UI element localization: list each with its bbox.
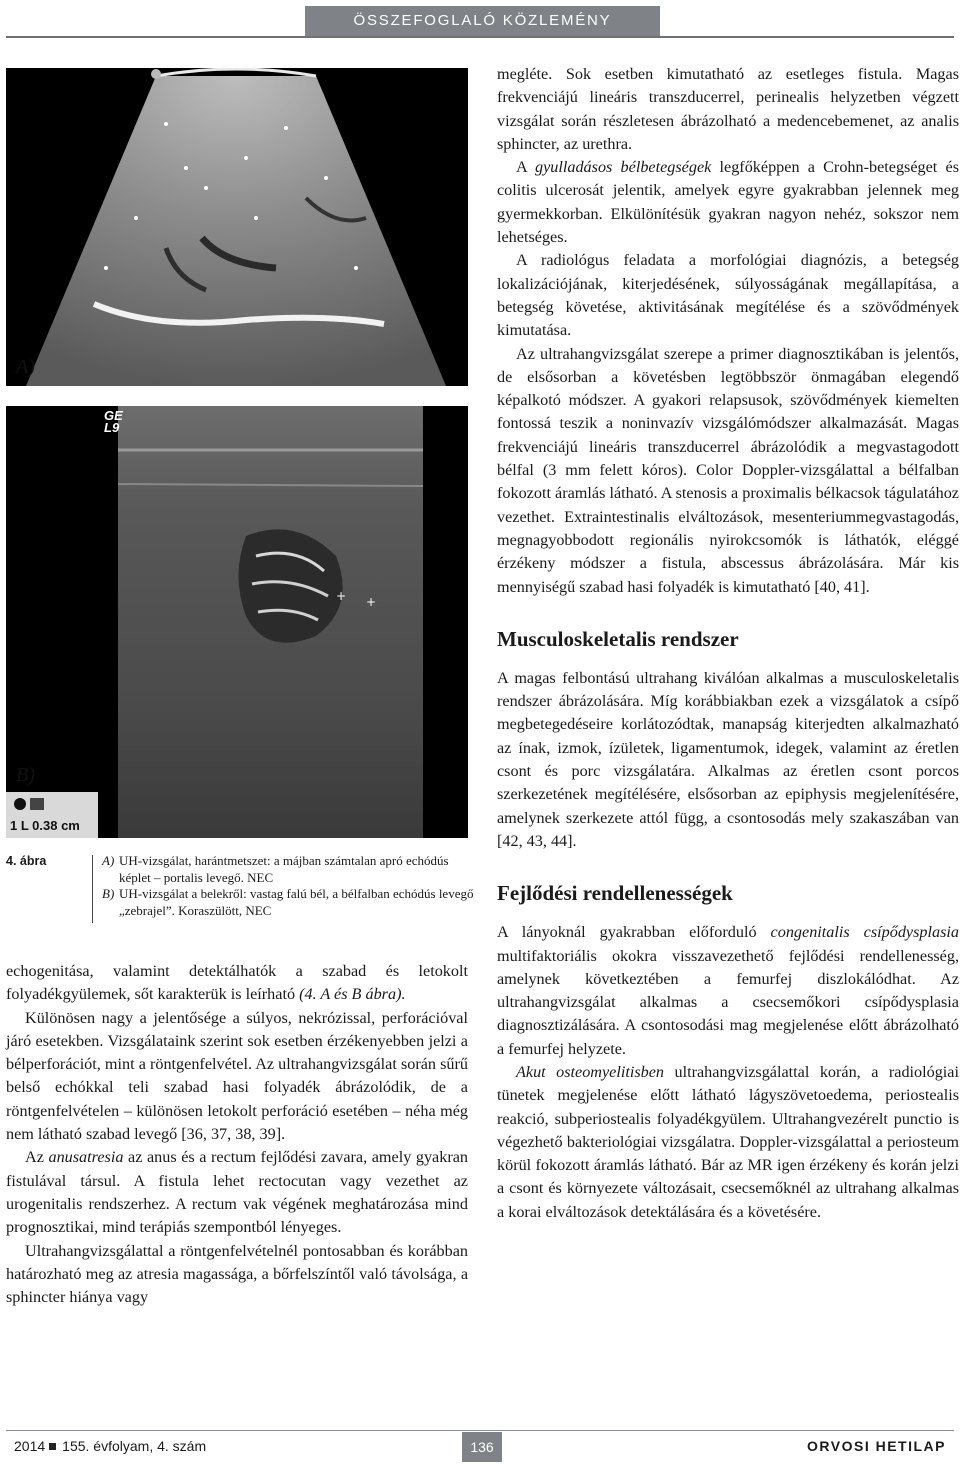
header-rule bbox=[6, 36, 954, 38]
section-heading-developmental: Fejlődési rendellenességek bbox=[497, 881, 733, 906]
ultrasound-a-graphic bbox=[6, 68, 468, 386]
caption-a-key: A) bbox=[102, 853, 115, 868]
caption-b-key: B) bbox=[102, 886, 115, 901]
left-paragraph-3: Az anusatresia az anus és a rectum fejlődési zavara, amely gyakran fistulával társul. A fistula lehet rectocutan vagy vezethet az urogenitalis rendszerhez. A rectum vak végének meghatározása mind prognosztikai, mind terápiás szempontból lényeges. bbox=[6, 1148, 469, 1237]
caption-b-text: UH-vizsgálat a belekről: vastag falú bél, a bélfalban echódús levegő „zebrajel”. Koraszülött, NEC bbox=[119, 886, 474, 918]
ultrasound-b-graphic bbox=[6, 406, 468, 838]
right-paragraph-4: Az ultrahangvizsgálat szerepe a primer diagnosztikában is jelentős, de elsősorban a követésben legtöbbször önmagában elegendő képalkotó módszer. A gyakori relapsusok, szövődmények kiemelten fontossá teszik a noninvazív vizsgálómódszer alkalmazását. Magas frekvenciájú lineáris transzducerrel ábrázolódik a megvastagodott bélfal (3 mm felett kóros). Color Doppler-vizsgálattal a bélfalban fokozott áramlás látható. A stenosis a proximalis bélkacsok tágulatához vezethet. Extraintestinalis elváltozások, mesenteriummegvastagodás, megnagyobbodott regionális nyirokcsomók is láthatók, eléggé érzékeny módszer a fistula, abscessus ábrázolására. Már kis mennyiségű szabad hasi folyadék is kimutatható [40, 41]. bbox=[497, 344, 959, 596]
footer-rule bbox=[6, 1430, 954, 1431]
panel-b-label: B) bbox=[16, 764, 35, 786]
left-paragraph-1: echogenitása, valamint detektálhatók a szabad és letokolt folyadékgyülemek, sőt karakterük is leírható (4. A és B ábra). bbox=[6, 962, 468, 1004]
page-number: 136 bbox=[462, 1432, 502, 1462]
panel-a-label: A) bbox=[16, 356, 35, 378]
scanner-logo: GE L9 bbox=[104, 408, 123, 435]
right-paragraph-7: Akut osteomyelitisben ultrahangvizsgálattal korán, a radiológiai tünetek megjelenése előtt látható lágyszövetoedema, periostealis reakció, subperiostealis folyadékgyülem. Ultrahangvezérelt punctio is végezhető bakteriológiai vizsgálatra. Doppler-vizsgálattal a periosteum körül fokozott áramlás látható. Bár az MR igen érzékeny és korán jelzi a csont és környezete változásait, csecsemőknél az ultrahang alkalmas a korai elváltozások detektálására és a követésére. bbox=[497, 1062, 959, 1221]
svg-text:+: + bbox=[336, 589, 347, 603]
caption-number: 4. ábra bbox=[6, 854, 47, 868]
ultrasound-image-b bbox=[6, 406, 468, 838]
caption-rule bbox=[92, 855, 93, 923]
section-title: ÖSSZEFOGLALÓ KÖZLEMÉNY bbox=[353, 12, 612, 29]
right-paragraph-1: megléte. Sok esetben kimutatható az esetleges fistula. Magas frekvenciájú lineáris transzducerrel, perinealis helyzetben végzett vizsgálat során részletesen ábrázolható a medencebemenet, az analis sphincter, az urethra. bbox=[497, 65, 959, 153]
left-paragraph-2: Különösen nagy a jelentősége a súlyos, nekrózissal, perforációval járó esetekben. Vizsgálataink szerint sok esetben érzékenyebben jelzi a bélperforációt, mint a röntgenfelvétel. Az ultrahangvizsgálat során sűrű belső echókkal teli szabad hasi folyadék ábrázolódik, de a röntgenfelvételen – különösen letokolt perforáció esetében – néha még nem látható szabad levegő [36, 37, 38, 39]. bbox=[6, 1008, 468, 1144]
left-column bbox=[6, 960, 468, 1309]
right-paragraph-2: A gyulladásos bélbetegségek legfőképpen a Crohn-betegséget és colitis ulcerosát jelentik, amelyek egyre gyakrabban jelennek meg gyermekkorban. Elkülönítésük gyakran nagyon nehéz, sokszor nem lehetséges. bbox=[497, 158, 959, 247]
right-paragraph-6: A lányoknál gyakrabban előforduló congenitalis csípődysplasia multifaktoriális okokra visszavezethető fejlődési rendellenesség, amelynek következtében a femurfej diszlokálódhat. Az ultrahangvizsgálat alkalmas a csecsemőkori csípődysplasia diagnosztizálására. A csontosodási mag megjelenése előtt ábrázolható a femurfej helyzete. bbox=[497, 923, 959, 1058]
svg-text:+: + bbox=[366, 595, 377, 609]
right-paragraph-5: A magas felbontású ultrahang kiválóan alkalmas a musculoskeletalis rendszer ábrázolására. Míg korábbiakban ezek a vizsgálatok a csípő megbetegedéseire korlátozódtak, manapság kiterjedten alkalmazható az ínak, izmok, ízületek, ligamentumok, idegek, valamint az éretlen csont és porc vizsgálatára. Alkalmas az éretlen csont porcos szerkezetének megítélésére, elsősorban az epiphysis megjelenítésére, amelynek szerkezete attól függ, a csontosodás mely szakaszában van [42, 43, 44]. bbox=[497, 668, 959, 850]
footer-issue: 2014 155. évfolyam, 4. szám bbox=[14, 1438, 207, 1454]
caption-item-b bbox=[102, 886, 474, 919]
right-column bbox=[497, 63, 959, 1224]
journal-name: ORVOSI HETILAP bbox=[807, 1438, 946, 1454]
section-heading-musculoskeletal: Musculoskeletalis rendszer bbox=[497, 626, 739, 651]
square-bullet-icon bbox=[49, 1443, 56, 1450]
right-paragraph-3: A radiológus feladata a morfológiai diagnózis, a betegség lokalizációjának, kiterjedésének, súlyosságának megállapítása, a betegség követése, aktivitásának megítélése és a szövődmények kimutatása. bbox=[497, 251, 959, 340]
caption-item-a bbox=[102, 853, 474, 886]
caption-a-text: UH-vizsgálat, harántmetszet: a májban számtalan apró echódús képlet – portalis levegő. NEC bbox=[119, 853, 449, 885]
left-paragraph-4: Ultrahangvizsgálattal a röntgenfelvételnél pontosabban és korábban határozható meg az atresia magassága, a bőrfelszíntől való távolsága, a sphincter hiánya vagy bbox=[6, 1241, 468, 1307]
scale-readout: 1 L 0.38 cm bbox=[10, 818, 80, 833]
ultrasound-image-a bbox=[6, 68, 468, 386]
